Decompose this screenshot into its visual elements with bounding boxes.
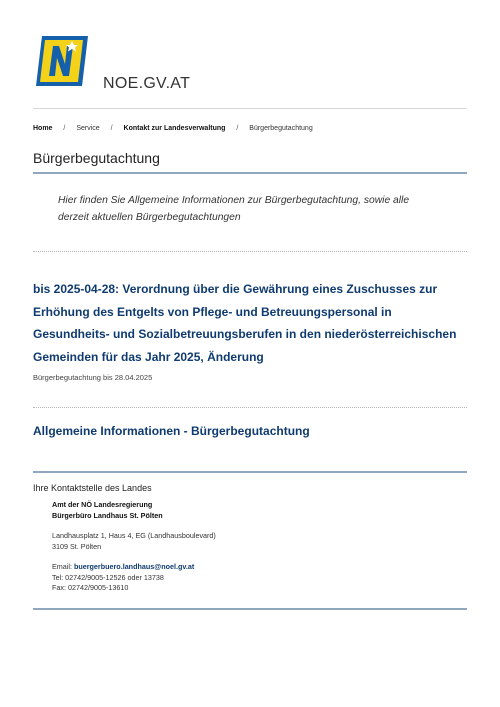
page-title: Bürgerbegutachtung	[33, 150, 160, 166]
breadcrumb-separator: /	[236, 125, 239, 132]
breadcrumb-kontakt[interactable]: Kontakt zur Landesverwaltung	[123, 125, 226, 132]
contact-details	[52, 500, 216, 594]
contact-bottom-divider	[33, 608, 467, 610]
dotted-divider	[33, 407, 467, 408]
breadcrumb	[33, 125, 313, 132]
info-section-link[interactable]: Allgemeine Informationen - Bürgerbegutachtung	[33, 424, 310, 438]
contact-tel: Tel: 02742/9005-12526 oder 13738	[52, 572, 164, 582]
intro-text: Hier finden Sie Allgemeine Informationen zur Bürgerbegutachtung, sowie alle derzeit aktuellen Bürgerbegutachtungen	[58, 195, 410, 223]
site-name[interactable]: NOE.GV.AT	[103, 75, 191, 92]
title-divider	[33, 172, 467, 174]
breadcrumb-separator: /	[63, 125, 66, 132]
contact-email-label: Email:	[52, 562, 74, 571]
contact-address-line2: 3109 St. Pölten	[52, 541, 102, 551]
noe-logo-icon[interactable]	[36, 36, 88, 86]
contact-address-line1: Landhausplatz 1, Haus 4, EG (Landhausboulevard)	[52, 531, 216, 540]
site-header	[0, 0, 500, 108]
breadcrumb-home[interactable]: Home	[33, 125, 53, 132]
article-meta: Bürgerbegutachtung bis 28.04.2025	[33, 373, 153, 382]
contact-email-row	[52, 562, 216, 573]
contact-top-divider	[33, 471, 467, 473]
contact-org-line2: Bürgerbüro Landhaus St. Pölten	[52, 510, 163, 520]
breadcrumb-service[interactable]: Service	[76, 125, 100, 132]
contact-org-line1: Amt der NÖ Landesregierung	[52, 500, 153, 509]
article-title-link[interactable]: bis 2025-04-28: Verordnung über die Gewährung eines Zuschusses zur Erhöhung des Entgelts von Pflege- und Betreuungspersonal in Gesundheits- und Sozialbetreuungsberufen in den niederösterreichischen Gemeinden für das Jahr 2025, Änderung	[33, 282, 457, 364]
contact-heading: Ihre Kontaktstelle des Landes	[33, 483, 152, 493]
breadcrumb-current: Bürgerbegutachtung	[249, 125, 313, 132]
contact-fax: Fax: 02742/9005-13610	[52, 583, 129, 592]
dotted-divider	[33, 251, 467, 252]
header-divider	[33, 108, 467, 109]
breadcrumb-separator: /	[110, 125, 113, 132]
contact-email-link[interactable]: buergerbuero.landhaus@noel.gv.at	[73, 562, 195, 571]
